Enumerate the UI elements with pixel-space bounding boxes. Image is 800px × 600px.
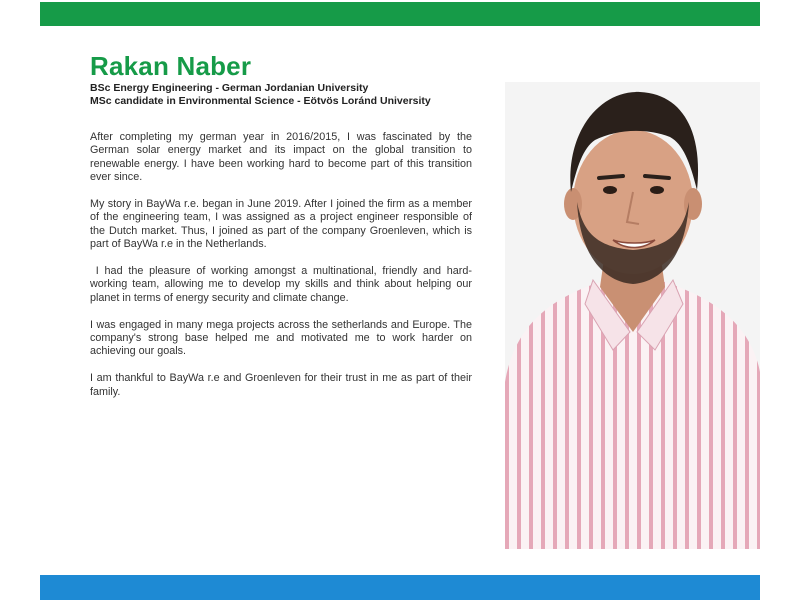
- profile-photo: [505, 82, 760, 549]
- bio-paragraph: I had the pleasure of working amongst a multinational, friendly and hard-working team, allowing me to develop my skills and think about helping our planet in terms of energy security and climate change.: [90, 265, 475, 304]
- degree-bsc: BSc Energy Engineering - German Jordanian University: [90, 82, 369, 94]
- bio-paragraph: After completing my german year in 2016/2015, I was fascinated by the German solar energy market and its impact on the global transition to renewable energy. I have been working hard to become part of this transition ever since.: [90, 131, 472, 184]
- bio-paragraph: My story in BayWa r.e. began in June 2019. After I joined the firm as a member of the engineering team, I was assigned as a project engineer responsible of the Dutch market. Thus, I joined as part of the company Groenleven, which is part of BayWa r.e in the Netherlands.: [90, 198, 472, 251]
- person-name: Rakan Naber: [90, 51, 252, 81]
- degree-msc: MSc candidate in Environmental Science - Eötvös Loránd University: [90, 95, 431, 107]
- degrees-block: [90, 82, 431, 108]
- bio-paragraph: I was engaged in many mega projects across the setherlands and Europe. The company's strong base helped me and motivated me to work harder on achieving our goals.: [90, 318, 472, 358]
- bottom-accent-bar: [40, 575, 760, 600]
- bio-paragraph: I am thankful to BayWa r.e and Groenleven for their trust in me as part of their family.: [90, 372, 472, 398]
- bio-text: [90, 131, 475, 412]
- top-accent-bar: [40, 2, 760, 26]
